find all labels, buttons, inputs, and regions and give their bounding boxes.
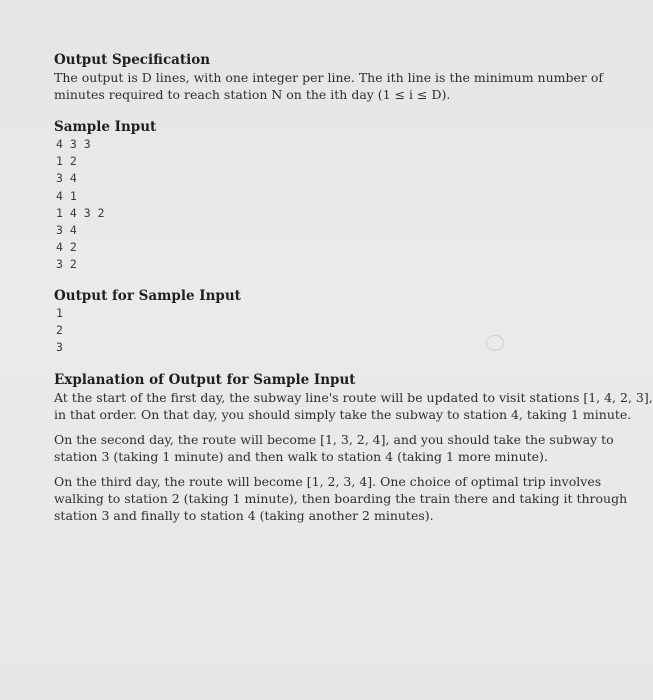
explanation-p1-line-1: At the start of the first day, the subway line's route will be updated to visit stations [1, 4, 2, 3], <box>54 390 653 405</box>
sample-input-line: 4 1 <box>56 188 77 203</box>
explanation-p3-line-2: walking to station 2 (taking 1 minute), then boarding the train there and taking it through <box>54 491 628 506</box>
sample-input-line: 4 2 <box>56 240 77 255</box>
sample-input-line: 3 2 <box>56 257 77 272</box>
sample-output-line: 2 <box>56 323 63 338</box>
explanation-p3-line-1: On the third day, the route will become [1, 2, 3, 4]. One choice of optimal trip involves <box>54 474 602 489</box>
explanation-heading: Explanation of Output for Sample Input <box>54 372 356 388</box>
sample-output-block <box>56 305 63 357</box>
sample-input-line: 4 3 3 <box>56 137 91 151</box>
sample-input-line: 3 4 <box>56 223 77 238</box>
sample-output-line: 3 <box>56 340 63 355</box>
output-spec-heading: Output Specification <box>54 52 211 68</box>
output-spec-line-1: The output is D lines, with one integer per line. The ith line is the minimum number of <box>54 70 603 85</box>
explanation-p2-line-2: station 3 (taking 1 minute) and then walk to station 4 (taking 1 more minute). <box>54 449 548 464</box>
sample-input-line: 1 4 3 2 <box>56 205 105 220</box>
sample-input-line: 1 2 <box>56 154 77 169</box>
output-spec-line-2: minutes required to reach station N on the ith day (1 ≤ i ≤ D). <box>54 87 451 102</box>
explanation-p2-line-1: On the second day, the route will become [1, 3, 2, 4], and you should take the subway to <box>54 432 614 447</box>
explanation-p3-line-3: station 3 and finally to station 4 (taking another 2 minutes). <box>54 508 434 523</box>
paper-smudge <box>486 335 504 351</box>
sample-input-line: 3 4 <box>56 171 77 186</box>
sample-output-heading: Output for Sample Input <box>54 288 241 304</box>
sample-input-block <box>56 136 104 274</box>
explanation-p1-line-2: in that order. On that day, you should simply take the subway to station 4, taking 1 minute. <box>54 407 632 422</box>
sample-output-line: 1 <box>56 306 63 320</box>
sample-input-heading: Sample Input <box>54 119 157 135</box>
